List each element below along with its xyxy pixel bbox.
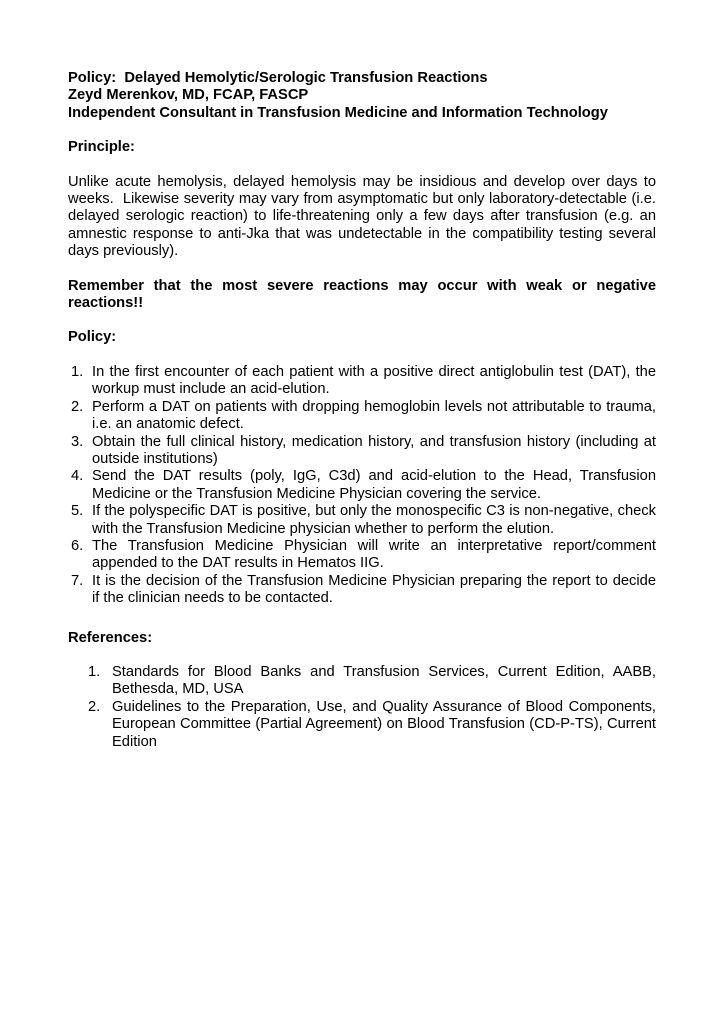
list-item-text: Perform a DAT on patients with dropping hemoglobin levels not attributable to trauma, i.e. an anatomic defect. bbox=[92, 398, 656, 433]
principle-paragraph: Unlike acute hemolysis, delayed hemolysis may be insidious and develop over days to weeks. Likewise severity may vary from asymptomatic but only laboratory-detectable (i.e. delayed serologic reaction) to life-threatening only a few days after transfusion (e.g. an amnestic response to anti-Jka that was undetectable in the compatibility testing several days previously). bbox=[68, 173, 656, 260]
document-header bbox=[68, 70, 656, 122]
list-item bbox=[71, 538, 656, 573]
references-heading: References: bbox=[68, 629, 153, 646]
list-item bbox=[71, 503, 656, 538]
list-item bbox=[71, 399, 656, 434]
policy-list bbox=[71, 364, 656, 608]
author-line: Zeyd Merenkov, MD, FCAP, FASCP bbox=[68, 87, 309, 104]
list-item-text: In the first encounter of each patient with a positive direct antiglobulin test (DAT), the workup must include an acid-elution. bbox=[92, 363, 656, 398]
list-item-number: 1. bbox=[71, 363, 84, 380]
references-list bbox=[88, 664, 656, 751]
author-title-line: Independent Consultant in Transfusion Medicine and Information Technology bbox=[68, 104, 608, 121]
list-item-number: 7. bbox=[71, 572, 84, 589]
list-item bbox=[71, 434, 656, 469]
list-item-number: 1. bbox=[88, 663, 101, 680]
list-item bbox=[88, 664, 656, 699]
list-item-text: The Transfusion Medicine Physician will write an interpretative report/comment appended to the DAT results in Hematos IIG. bbox=[92, 537, 656, 572]
list-item-text: Guidelines to the Preparation, Use, and Quality Assurance of Blood Components, European Committee (Partial Agreement) on Blood Transfusion (CD-P-TS), Current Edition bbox=[112, 698, 656, 750]
list-item-text: Obtain the full clinical history, medication history, and transfusion history (including at outside institutions) bbox=[92, 433, 656, 467]
list-item-number: 5. bbox=[71, 503, 84, 520]
list-item-text: Standards for Blood Banks and Transfusion Services, Current Edition, AABB, Bethesda, MD, USA bbox=[112, 663, 656, 698]
list-item-text: Send the DAT results (poly, IgG, C3d) and acid-elution to the Head, Transfusion Medicine or the Transfusion Medicine Physician covering the service. bbox=[92, 468, 656, 502]
list-item bbox=[88, 699, 656, 751]
list-item bbox=[71, 364, 656, 399]
list-item-number: 2. bbox=[71, 398, 84, 415]
list-item-number: 6. bbox=[71, 537, 84, 554]
warning-text: Remember that the most severe reactions may occur with weak or negative reactions!! bbox=[68, 277, 656, 312]
list-item-text: If the polyspecific DAT is positive, but only the monospecific C3 is non-negative, check with the Transfusion Medicine physician whether to perform the elution. bbox=[92, 503, 656, 537]
list-item-number: 2. bbox=[88, 698, 101, 715]
page-title: Policy: Delayed Hemolytic/Serologic Transfusion Reactions bbox=[68, 70, 488, 86]
list-item bbox=[71, 468, 656, 503]
policy-heading: Policy: bbox=[68, 329, 117, 346]
list-item-text: It is the decision of the Transfusion Medicine Physician preparing the report to decide if the clinician needs to be contacted. bbox=[92, 572, 656, 607]
principle-heading: Principle: bbox=[68, 139, 135, 156]
list-item bbox=[71, 573, 656, 608]
list-item-number: 3. bbox=[71, 433, 84, 450]
list-item-number: 4. bbox=[71, 468, 84, 485]
